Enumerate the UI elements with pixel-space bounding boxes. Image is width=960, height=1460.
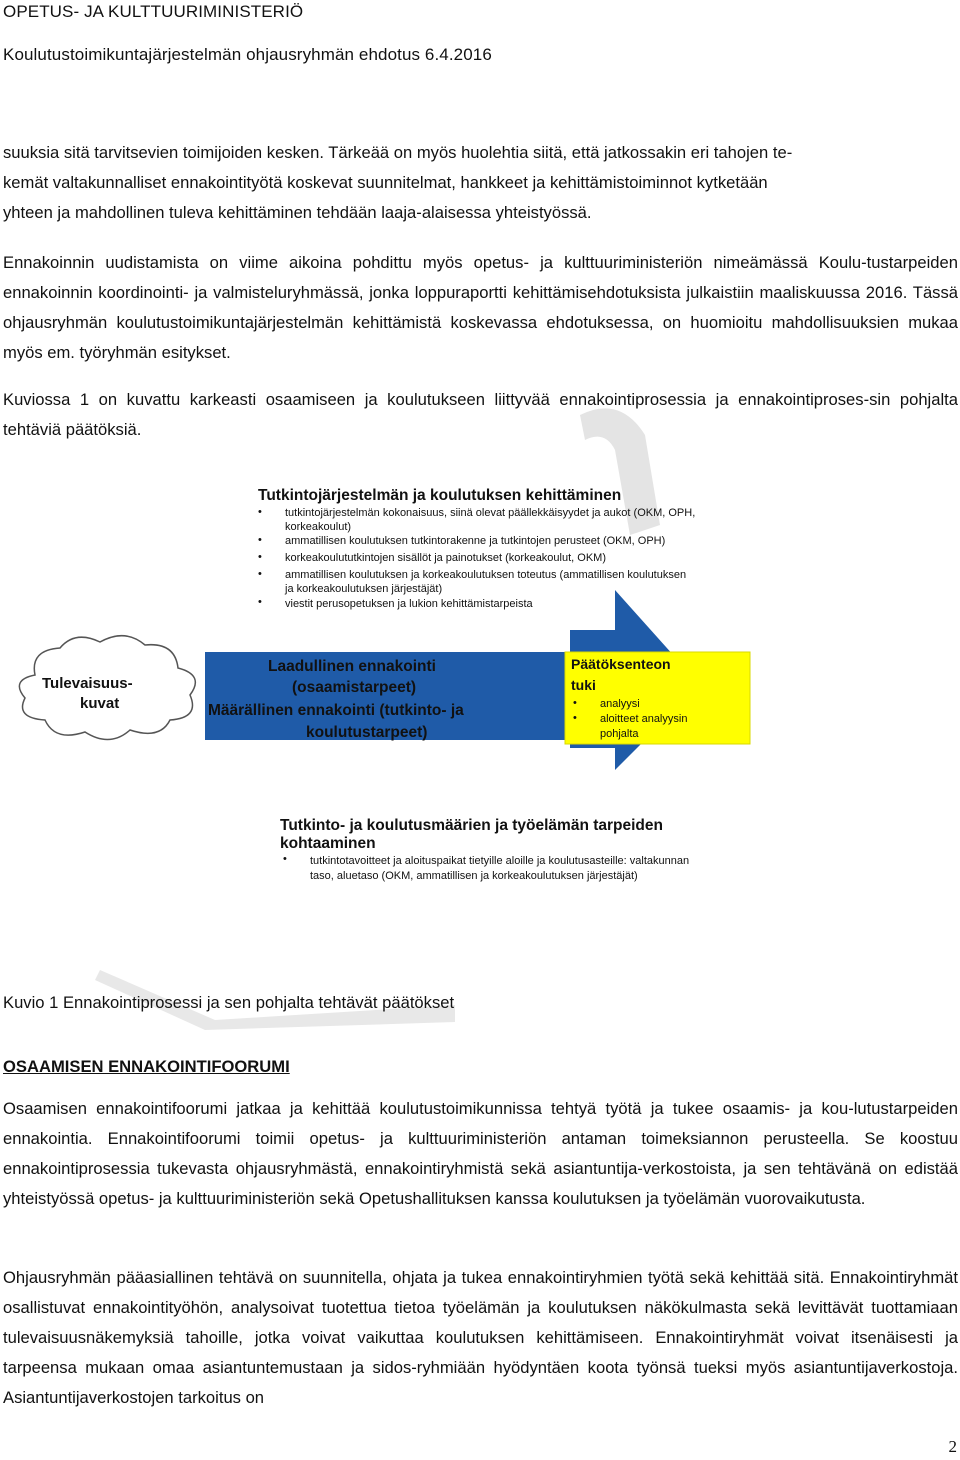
box-bullet-1: analyysi <box>600 698 640 710</box>
cloud-text-2: kuvat <box>80 695 120 712</box>
top-bullet-dot: • <box>258 534 262 546</box>
figure-top-title: Tutkintojärjestelmän ja koulutuksen kehittäminen <box>258 487 622 504</box>
process-figure <box>0 470 960 890</box>
top-bullet-1-cont: korkeakoulut) <box>285 521 352 533</box>
bottom-bullet-1: tutkintotavoitteet ja aloituspaikat tietyille aloille ja koulutusasteille: valtakunnan <box>310 855 690 867</box>
paragraph-3: Kuviossa 1 on kuvattu karkeasti osaamiseen ja koulutukseen liittyvää ennakointiprosessia ja ennakointiproses-sin pohjalta tehtäviä päätöksiä. <box>3 390 958 439</box>
top-bullet-dot: • <box>258 568 262 580</box>
arrow-text-1: Laadullinen ennakointi <box>268 658 436 675</box>
arrow-text-4: koulutustarpeet) <box>306 724 428 741</box>
page-number: 2 <box>948 1437 957 1456</box>
arrow-text-2: (osaamistarpeet) <box>292 679 417 696</box>
box-bullet-2-cont: pohjalta <box>600 728 639 740</box>
box-title-2: tuki <box>571 677 596 693</box>
paragraph-5: Ohjausryhmän pääasiallinen tehtävä on suunnitella, ohjata ja tukea ennakointiryhmien työtä sekä kehittää sitä. Ennakointiryhmät osallistuvat ennakointityöhön, analysoivat tuotettua tietoa työelämän ja koulutuksen näkökulmasta sekä levittävät tuottamiaan tulevaisuusnäkemyksiä tahoille, jotka voivat vaikuttaa koulutuksen kehittämiseen. Ennakointiryhmät voivat itsenäisesti ja tarpeensa mukaan omaa asiantuntemustaan ja sidos-ryhmiään hyödyntäen koota työnsä tueksi myös asiantuntijaverkostoja. Asiantuntijaverkostojen tarkoitus on <box>3 1268 958 1407</box>
paragraph-4: Osaamisen ennakointifoorumi jatkaa ja kehittää koulutustoimikunnissa tehtyä työtä ja tukee osaamis- ja kou-lutustarpeiden ennakointia. Ennakointifoorumi toimii opetus- ja kulttuuriministeriön antaman toimeksiannon perusteella. Se koostuu ennakointiprosessia tukevasta ohjausryhmästä, ennakointiryhmistä sekä asiantuntija-verkostoista, ja sen tehtävänä on edistää yhteistyössä opetus- ja kulttuuriministeriön sekä Opetushallituksen kanssa koulutuksen ja työelämän vuorovaikutusta. <box>3 1099 958 1208</box>
box-bullet-dot: • <box>573 697 577 709</box>
top-bullet-dot: • <box>258 596 262 608</box>
top-bullet-4-cont: ja korkeakoulutuksen järjestäjät) <box>285 583 443 595</box>
figure-caption: Kuvio 1 Ennakointiprosessi ja sen pohjalta tehtävät päätökset <box>3 993 455 1012</box>
paragraph-1-line-3: yhteen ja mahdollinen tuleva kehittäminen tehdään laaja-alaisessa yhteistyössä. <box>3 203 592 222</box>
document-subtitle: Koulutustoimikuntajärjestelmän ohjausryhmän ehdotus 6.4.2016 <box>3 45 492 64</box>
top-bullet-5: viestit perusopetuksen ja lukion kehittämistarpeista <box>285 598 533 610</box>
section-heading: OSAAMISEN ENNAKOINTIFOORUMI <box>3 1057 290 1076</box>
paragraph-1-line-2: kemät valtakunnalliset ennakointityötä koskevat suunnitelmat, hankkeet ja kehittämistoiminnot kytketään <box>3 173 768 192</box>
top-bullet-1: tutkintojärjestelmän kokonaisuus, siinä olevat päällekkäisyydet ja aukot (OKM, OPH, <box>285 507 696 519</box>
figure-top-bullets <box>258 506 695 610</box>
document-ministry-header: OPETUS- JA KULTTUURIMINISTERIÖ <box>3 2 304 21</box>
top-bullet-dot: • <box>258 506 262 518</box>
paragraph-2: Ennakoinnin uudistamista on viime aikoina pohdittu myös opetus- ja kulttuuriministeriön nimeämässä Koulu-tustarpeiden ennakoinnin koordinointi- ja valmisteluryhmässä, jonka loppuraportti kehittämisehdotuksista julkaistiin maaliskuussa 2016. Tässä ohjausryhmän koulutustoimikuntajärjestelmän kehittämistä koskevassa ehdotuksessa, on huomioitu mahdollisuuksien mukaa myös em. työryhmän esitykset. <box>3 253 958 362</box>
bottom-bullet-dot: • <box>283 853 287 865</box>
top-bullet-2: ammatillisen koulutuksen tutkintorakenne ja tutkintojen perusteet (OKM, OPH) <box>285 535 666 547</box>
box-bullet-2: aloitteet analyysin <box>600 713 688 725</box>
top-bullet-3: korkeakoulututkintojen sisällöt ja painotukset (korkeakoulut, OKM) <box>285 552 606 564</box>
box-bullet-dot: • <box>573 712 577 724</box>
paragraph-1-line-1: suuksia sitä tarvitsevien toimijoiden kesken. Tärkeää on myös huolehtia siitä, että jatkossakin eri tahojen te- <box>3 143 793 162</box>
cloud-text-1: Tulevaisuus- <box>42 675 133 692</box>
bottom-title-2: kohtaaminen <box>280 835 376 852</box>
top-bullet-4: ammatillisen koulutuksen ja korkeakoulutuksen toteutus (ammatillisen koulutuksen <box>285 569 687 581</box>
bottom-title-1: Tutkinto- ja koulutusmäärien ja työelämän tarpeiden <box>280 817 663 834</box>
bottom-bullet-1-cont: taso, aluetaso (OKM, ammatillisen ja korkeakoulutuksen järjestäjät) <box>310 870 638 882</box>
box-title-1: Päätöksenteon <box>571 656 671 672</box>
arrow-text-3: Määrällinen ennakointi (tutkinto- ja <box>208 702 464 719</box>
top-bullet-dot: • <box>258 551 262 563</box>
bottom-bullets <box>283 853 689 882</box>
